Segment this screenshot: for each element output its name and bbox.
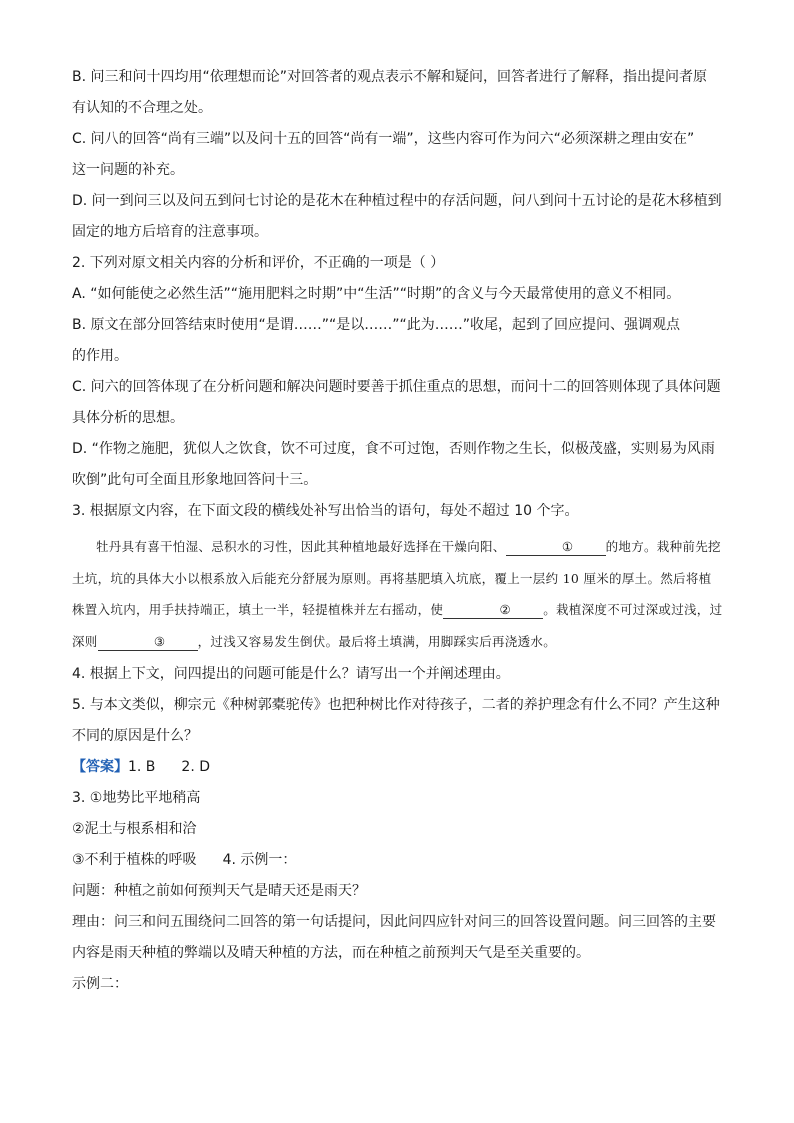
option-b-line1: B. 问三和问十四均用“依理想而论”对回答者的观点表示不解和疑问，回答者进行了解释，指出提问者原	[72, 69, 708, 85]
q2-option-c-line2: 具体分析的思想。	[72, 410, 184, 426]
option-c-line1: C. 问八的回答“尚有三端”以及问十五的回答“尚有一端”，这些内容可作为问六“必须深耕之理由安在”	[72, 131, 695, 147]
option-d-line1: D. 问一到问三以及问五到问七讨论的是花木在种植过程中的存活问题，问八到问十五讨论的是花木移植到	[72, 193, 722, 209]
question-5-line1: 5. 与本文类似，柳宗元《种树郭橐驼传》也把种树比作对待孩子，二者的养护理念有什么不同？产生这种	[72, 697, 720, 713]
option-d-line2: 固定的地方后培育的注意事项。	[72, 224, 268, 240]
answer-3-line2: ②泥土与根系相和洽	[72, 821, 197, 837]
answer-4-heading: 4. 示例一：	[222, 852, 297, 868]
fill-blank-passage	[72, 531, 724, 657]
q2-option-b-line1: B. 原文在部分回答结束时使用“是谓……”“是以……”“此为……”收尾，起到了回应提问、强调观点	[72, 317, 681, 333]
answer-3-line3	[72, 845, 724, 876]
answer-3-part3: ③不利于植株的呼吸	[72, 852, 197, 868]
q2-option-d-line1: D. “作物之施肥，犹似人之饮食，饮不可过度，食不可过饱，否则作物之生长，似极茂盛，实则易为风雨	[72, 441, 715, 457]
passage-segment-4: ，过浅又容易发生倒伏。最后将土填满，用脚踩实后再浇透水。	[197, 633, 557, 649]
passage-segment-3: 。栽植深度不可过深或过浅，过深则	[72, 602, 723, 649]
q2-option-d-line2: 吹倒”此句可全面且形象地回答问十三。	[72, 472, 318, 488]
answer-4-reason-line1: 理由：问三和问五围绕问二回答的第一句话提问，因此问四应针对问三的回答设置问题。问三回答的主要	[72, 914, 716, 930]
answer-4-question: 问题：种植之前如何预判天气是晴天还是雨天？	[72, 883, 366, 899]
question-5-line2: 不同的原因是什么？	[72, 728, 198, 744]
answer-tag: 【答案】	[72, 759, 128, 775]
passage-segment-2: 的地方。栽种前先挖土坑，坑的具体大小以根系放入后能充分舒展为原则。再将基肥填入坑底，覆上一层约 10 厘米的厚土。然后将植株置入坑内，用手扶持端正，填土一半，轻提植株并左右摇动，使	[72, 539, 721, 617]
answer-4-example-2: 示例二：	[72, 976, 128, 992]
answer-1: 1. B	[128, 759, 156, 775]
option-b-line2: 有认知的不合理之处。	[72, 100, 212, 116]
blank-1: ①	[506, 538, 606, 556]
q2-option-b-line2: 的作用。	[72, 348, 128, 364]
question-3: 3. 根据原文内容，在下面文段的横线处补写出恰当的语句，每处不超过 10 个字。	[72, 503, 579, 519]
question-4: 4. 根据上下文，问四提出的问题可能是什么？请写出一个并阐述理由。	[72, 666, 510, 682]
answer-2: 2. D	[181, 759, 211, 775]
option-c-line2: 这一问题的补充。	[72, 162, 184, 178]
answer-line-1	[72, 752, 724, 783]
answer-4-reason-line2: 内容是雨天种植的弊端以及晴天种植的方法，而在种植之前预判天气是至关重要的。	[72, 945, 590, 961]
q2-option-a: A. “如何能使之必然生活”“施用肥料之时期”中“生活”“时期”的含义与今天最常使用的意义不相同。	[72, 286, 681, 302]
document-page	[72, 62, 724, 1000]
blank-3: ③	[98, 633, 198, 651]
q2-option-c-line1: C. 问六的回答体现了在分析问题和解决问题时要善于抓住重点的思想，而问十二的回答则体现了具体问题	[72, 379, 721, 395]
question-2: 2. 下列对原文相关内容的分析和评价，不正确的一项是（ ）	[72, 255, 445, 271]
passage-segment-1: 牡丹具有喜干怕湿、忌积水的习性，因此其种植地最好选择在干燥向阳、	[96, 539, 506, 554]
blank-2: ②	[443, 601, 543, 619]
answer-3-line1: 3. ①地势比平地稍高	[72, 790, 201, 806]
